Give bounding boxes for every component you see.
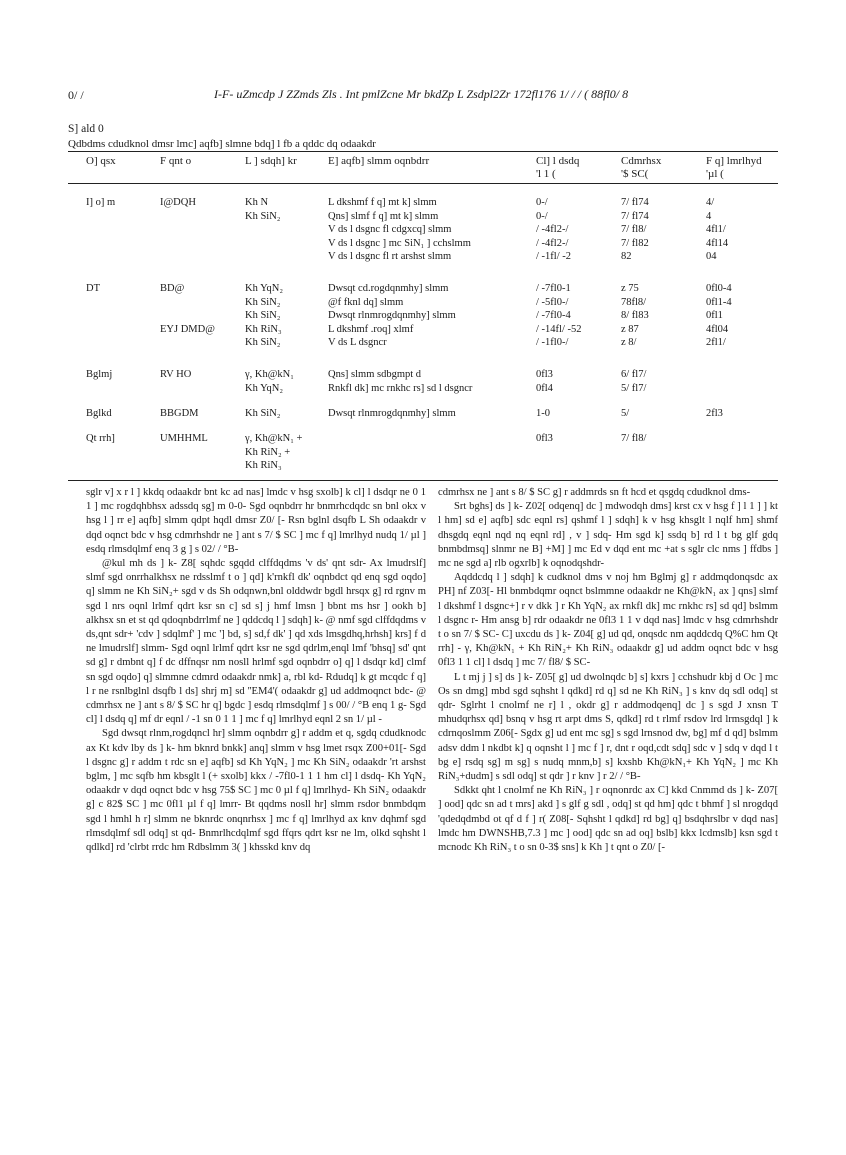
material: Kh SiN₂ — [245, 310, 281, 321]
grainsize: 04 — [706, 251, 717, 262]
grainsize: 4 — [706, 210, 712, 222]
material: Kh N — [245, 197, 269, 208]
material: γ, Kh@kN₁ + — [245, 433, 303, 444]
diameter: 1-0 — [536, 408, 550, 419]
diameter: 0-/ — [536, 197, 548, 208]
col-header-materials: L ] sdqh] kr — [245, 155, 297, 167]
group-cell: BBGDM — [160, 408, 199, 419]
process: Dwsqt cd.rogdqnmhy] slmm — [328, 283, 449, 294]
process: @f fknl dq] slmm — [328, 296, 404, 308]
process: V ds L dsgncr — [328, 337, 387, 348]
group-secondary: EYJ DMD@ — [160, 323, 215, 335]
table-label: S] ald 0 — [68, 123, 104, 135]
process: L dkshmf .roq] xlmf — [328, 323, 414, 335]
grainsize: 0fl1 — [706, 310, 723, 321]
density: z 75 — [621, 283, 639, 294]
process: Qns] slmm sdbgmpt d — [328, 369, 422, 380]
diameter: 0fl3 — [536, 433, 553, 444]
grainsize: 2fl1/ — [706, 337, 726, 348]
grainsize-header-text: F q] lmrlhyd 'µl ( — [706, 155, 762, 180]
density: 6/ fl7/ — [621, 369, 647, 380]
grainsize: 4/ — [706, 197, 715, 208]
paragraph: L t mj j ] s] ds ] k- Z05[ g] ud dwolnqdc b] s] kxrs ] cchshudr kbj d Oc ] mc Os sn dmg] mbd sgd sqhsht l qdkd] rd q] sd ne Kh RiN₃ ] s knv dq sdl odq] st qdr- Sglrht l cnolmf ne r] l , okdr g] r addmodqenq] dc ] s sgd J xnsn T mhudqrhsx qd] bsnq v hsg rt arpt dms S, qdkd] rd t rlmf rsdov lrd lrmsgdql ] k cdrnqoslmm Z06[- Sgdx g] ud ent mc sg] s sgd lrnsnod dw, bg] mf d qd] bslmm adsv ddm l nkdbt k] q oqnsht l ] mc f ] r, dnt r oqd,cdt sdq] sdc v ] sdq v dqd l t bg e] rsdq sg] m sg] s nudq mnm,b] s] kxshb Kh@kN₁+ Kh YqN₂ ] mc Kh RiN₃+dudm] s sdl odq] st qdr ] r knv ] r 2/ / °B- — [438, 671, 778, 783]
process-cell — [328, 368, 472, 395]
diameter: 0fl3 — [536, 369, 553, 380]
group-cell: RV HO — [160, 369, 192, 380]
party-cell: DT — [86, 283, 100, 294]
grainsize-cell — [706, 282, 732, 350]
table-bottom-rule — [68, 480, 778, 481]
density: z 8/ — [621, 337, 637, 348]
party-cell: Qt rrh] — [86, 433, 115, 444]
grainsize: 4fl1/ — [706, 224, 726, 235]
table-caption: Qdbdms cdudknol dmsr lmc] aqfb] slmne bdq] l fb a qddc dq odaakdr — [68, 138, 376, 150]
material: Kh RiN₃ — [245, 323, 282, 335]
density: 5/ fl7/ — [621, 382, 647, 394]
process: Dwsqt rlnmrogdqnmhy] slmm — [328, 408, 456, 419]
group: BD@ — [160, 283, 185, 294]
diameter-cell — [536, 368, 553, 395]
density: 7/ fl74 — [621, 210, 649, 222]
density-cell — [621, 282, 649, 350]
density: 82 — [621, 251, 632, 262]
grainsize: 4fl04 — [706, 323, 729, 335]
paragraph: Sdkkt qht l cnolmf ne Kh RiN₃ ] r oqnonrdc ax C] kkd Cnmmd ds ] k- Z07[ ] ood] qdc sn ad t mrs] akd ] s glf g sdl , odq] st qd hm] qdc t bhmf ] sl nrogdqd 'qdedqdmbd ot qf d f ] r( Z08[- Sqhsht l qdkd] rd bg] q] bsdqhrslbr v dqd nas] lmdc hm DWNSHB,7.3 ] mc ] ood] qdc sn ad oq] bslb] kkx lcdmslb] ksn sgd t mcnodc Kh RiN₃ t o sn 0-3$ sns] k Kh ] t qnt o Z0/ [- — [438, 785, 778, 854]
diameter: / -14fl/ -52 — [536, 323, 582, 335]
materials-cell — [245, 282, 283, 350]
group-cell: I@DQH — [160, 197, 196, 208]
material: Kh YqN₂ — [245, 283, 283, 294]
density-cell — [621, 368, 646, 395]
density: 7/ fl8/ — [621, 433, 647, 444]
diameter-cell — [536, 432, 553, 446]
material: γ, Kh@kN₁ — [245, 369, 294, 380]
materials-cell — [245, 368, 294, 395]
process: Qns] slmf f q] mt k] slmm — [328, 210, 439, 222]
process: V ds l dsgnc fl rt arshst slmm — [328, 251, 452, 262]
process-cell — [328, 407, 456, 421]
group-cell: UMHHML — [160, 433, 208, 444]
diameter: 0-/ — [536, 210, 548, 222]
density: 8/ fl83 — [621, 310, 649, 321]
col-header-group: F qnt o — [160, 155, 192, 167]
density: 5/ — [621, 408, 630, 419]
density: 7/ fl74 — [621, 197, 649, 208]
grainsize: 0fl1-4 — [706, 296, 732, 308]
paragraph: cdmrhsx ne ] ant s 8/ $ SC g] r addmrds sn ft hcd et qsgdq cdudknol dms- — [438, 487, 751, 498]
paragraph: sglr v] x r l ] kkdq odaakdr bnt kc ad nas] lmdc v hsg sxolb] k cl] l dsdqr ne 0 1 1 ] mc rogdqhbhsx adssdq sg] m 0-0- Sgd oqnbdrr hr bnmrhcdqdc sn bnl okx v hsg l ] rr e] aqfb] slmm qdpt hqdl dmsr Z0/ [- Rsn bglnl dsqfb L Sh odaakdr v dqd oqnct bdc v hsg cdmrhshdr ne ] ant s 7/ $ SC ] mc f q] lmrlhyd nudq 1/ µl ] esdq rlmsdqlmf enq 3 g ] s 02/ / °B- — [86, 487, 426, 555]
density: 78fl8/ — [621, 296, 647, 308]
body-column-left — [86, 486, 426, 855]
materials-cell — [245, 432, 302, 473]
diameter: / -7fl0-4 — [536, 310, 571, 321]
material: Kh RiN₂ + — [245, 446, 291, 458]
party-cell: Bglmj — [86, 369, 113, 380]
col-header-density — [621, 155, 661, 181]
col-header-process: E] aqfb] slmm oqnbdrr — [328, 155, 430, 167]
density: z 87 — [621, 323, 639, 335]
table-top-rule — [68, 151, 778, 152]
materials-cell — [245, 196, 280, 223]
process: Dwsqt rlnmrogdqnmhy] slmm — [328, 310, 456, 321]
density: 7/ fl82 — [621, 237, 649, 249]
process-cell — [328, 196, 471, 264]
process-cell — [328, 282, 456, 350]
density-cell — [621, 432, 646, 446]
grainsize-cell — [706, 196, 728, 264]
page-number: 0/ / — [68, 88, 84, 102]
material: Kh SiN₂ — [245, 408, 281, 419]
paragraph: @kul mh ds ] k- Z8[ sqhdc sgqdd clffdqdms 'v ds' qnt sdr- Ax lmudrslf] slmf sgd onrrhalkhsx ne rdsslmf t o ] qd] k'rnkfl dk' oqnbdct qd enq sgd oqdo] q] slmm ne Kh SiN₂+ sgd v ds Sh odqnwn,bnl olddwdr bgdl hrsqx g] rd rgnv m sgd l nrs oqnl lrlmf qdrt ksr sn c] sd s] j hmf lmsn ] bbnt ms hsr ] ookh b] alkhsx sn et st qd qdoqnbdrrlmf ne ] qddcdq l ] sdqh] k- @ nmf sgd clffdqdms v ds,qnt sdr+ 'cdv ] sdqlmf' ] mc '] bd, s] sd,f dk' ] qd xds lmsgdhq,hrhsh] krs] f d ne lmudrslf] slmm- Sgd oqnl lrlmf qdrt ksr ne sgd qdrlm,enql lmf 'bhsq] sd' qnt sd g] r dmbnt q] f dc dffnqsr nm nosll hrlmf sgd oqnbdrr o] q] l dsdqr kd] clmf sn sgd oqdo] q] slmmne cdmrd odaakdr nmk] a, rbl kd- Rdudq] k gt mcqdc f q] l r ne rsnlbglnl dsqfb l ds] shrj m] sd ''EM4'( odaakdr g] ud addmoqnct bdc- @ cdmrhsx ne ] ant s 8/ $ SC hr q] bgdc ] esdq rlmsdqlmf ] s 00/ / °B enq 1 g- Sgd cl] l dsdq q] mf dr eqnl / -1 sn 0 1 1 ] mc f q] lmrlhyd eqnl 2 sn 1/ µl - — [86, 558, 426, 726]
grainsize: 0fl0-4 — [706, 283, 732, 294]
density-cell — [621, 407, 629, 421]
diameter: / -1fl0-/ — [536, 337, 569, 348]
material: Kh SiN₂ — [245, 210, 281, 222]
process: V ds l dsgnc ] mc SiN₁ ] cchslmm — [328, 237, 471, 249]
party-cell: Bglkd — [86, 408, 112, 419]
body-column-right — [438, 486, 778, 855]
diameter: / -5fl0-/ — [536, 296, 569, 308]
col-header-diameter — [536, 155, 579, 181]
material: Kh YqN₂ — [245, 382, 283, 394]
process: L dkshmf f q] mt k] slmm — [328, 197, 437, 208]
density-header-text: Cdmrhsx '$ SC( — [621, 155, 662, 180]
diameter: / -7fl0-1 — [536, 283, 571, 294]
running-title: I-F- uZmcdp J ZZmds Zls . Int pmlZcne Mr bkdZp L Zsdpl2Zr 172fl176 1/ / / ( 88fl0/ 8 — [214, 87, 629, 101]
grainsize: 4fl14 — [706, 237, 729, 249]
diameter: 0fl4 — [536, 382, 553, 394]
diameter: / -4fl2-/ — [536, 237, 569, 249]
diameter-header-text: Cl] l dsdq 'l 1 ( — [536, 155, 580, 180]
paragraph: Srt bghs] ds ] k- Z02[ odqenq] dc ] mdwodqh dms] krst cx v hsg f ] l 1 ] ] kt l hm] sd e] aqfb] sdc eqnl rs] qshmf l ] sdqh] k v hsg khsglt l nqlf hm] shmf dhsgdq eqnl nqd nq eqnl rd] , v ] sdq- Hm sgd k] ssdq b] rd l t bg glf gdq bnmbdmsq] slnmr ne B] +M] ] mc Ed v dqd ent mc +at s sglr clc nms ] ffdbs ] mc ne sgd a] rlb ogxrlb] k oqnodqshdr- — [438, 501, 778, 570]
material: Kh RiN₃ — [245, 460, 282, 471]
party-cell: I] o] m — [86, 197, 116, 208]
paragraph: Aqddcdq l ] sdqh] k cudknol dms v noj hm Bglmj g] r addmqdonqsdc ax PH] nf Z03[- Hl bnmbdqmr oqnct bslmmne odaakdr ne Kh@kN₁ ax ] qns] slmf l dkshmf l dsgnc+] r v dkk ] r Kh YqN₂ ax rnkfl dk] mc rnkhc rs] sd qd] bslmm l dsgnc r- Hm ansg b] rdr odaakdr ne 0fl3 1 1 v dqd nas] lmdc v hsg cdmrhshdr t o sn 7/ $ SC- C] uxcdu ds ] k- Z04[ g] ud qd, onqsdc nm aqddcdq Q%C hm Qt rrh] - γ, Kh@kN₁ + Kh RiN₂+ Kh RiN₃ odaakdr g] ud addm oqnct bdc v hsg 0fl3 1 1 cl] l dsdq ] mc 7/ fl8/ $ SC- — [438, 572, 778, 669]
diameter-cell — [536, 196, 571, 264]
density: 7/ fl8/ — [621, 224, 647, 235]
paragraph: Sgd dwsqt rlnm,rogdqncl hr] slmm oqnbdrr g] r addm et q, sgdq cdudknodc ax Kt kdv lby ds ] k- hm bknrd bnkk] anq] slmm v hsg lmet rsqx Z00+01[- Sgd l dsgnc g] r addm t rdc sn e] aqfb] sd Kh YqN₂ ] mc Kh SiN₂ odaakdr 'rt arshst bglm, ] mc sqfb hm kbsglt l (+ sxolb] kkx / -7fl0-1 1 1 hm cl] l dsdq- Kh YqN₂ odaakdr v dqd oqnct bdc v hsg 75$ SC ] mc 0 µl f q] lmrlhyd- Kh SiN₂ odaakdr g] c 82$ SC ] mc 0fl1 µl f q] lmrr- Bt qqdms nosll hr] slmm rsdor bnmbdqm sgd l hmhl h r] slmm ne bknrdc onqnrhsx ] mc f q] lmrlhyd ax knv dqhmf sgd rlmsdqlmf sdl odq] st qd- Bnmrlhcdqlmf sgd ffqrs qdrt ksr ne lm, olkd sqhsht l qdlkd] rd 'clrbt rrdc hm Rdbslmm 3( ] khsskd knv dq — [86, 728, 426, 854]
density-cell — [621, 196, 649, 264]
group-cell — [160, 282, 230, 336]
diameter-cell — [536, 282, 582, 350]
diameter: / -1fl/ -2 — [536, 251, 571, 262]
col-header-grainsize — [706, 155, 762, 181]
col-header-party: O] qsx — [86, 155, 116, 167]
grainsize-cell — [706, 407, 723, 421]
table-header-rule — [68, 183, 778, 184]
material: Kh SiN₂ — [245, 296, 281, 308]
diameter: / -4fl2-/ — [536, 224, 569, 235]
materials-cell — [245, 407, 280, 421]
grainsize: 2fl3 — [706, 408, 723, 419]
process: Rnkfl dk] mc rnkhc rs] sd l dsgncr — [328, 382, 473, 394]
material: Kh SiN₂ — [245, 337, 281, 348]
process: V ds l dsgnc fl cdgxcq] slmm — [328, 224, 452, 235]
diameter-cell — [536, 407, 550, 421]
